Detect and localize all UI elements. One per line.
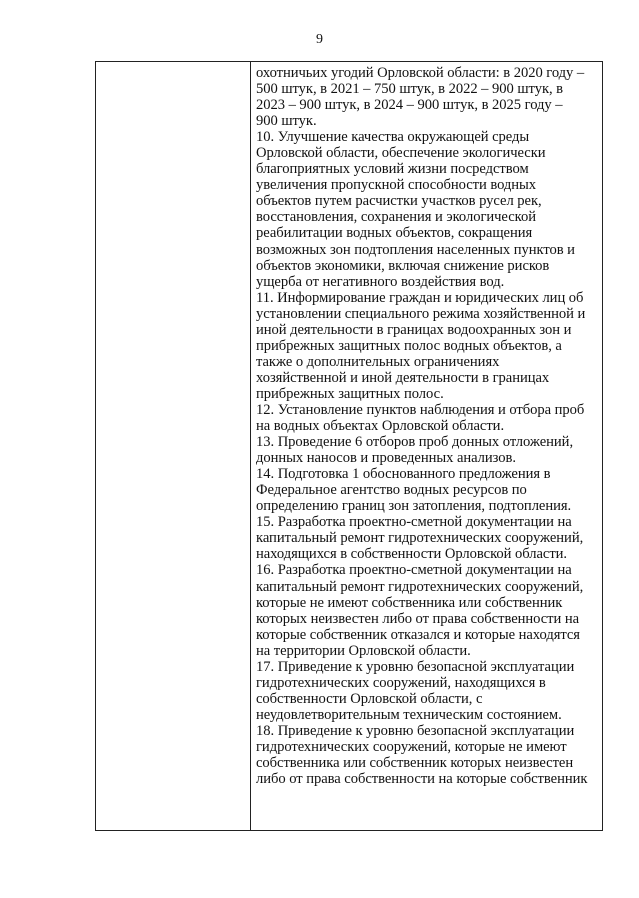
text-line: капитальный ремонт гидротехнических сооружений, — [256, 578, 584, 595]
text-line: 10. Улучшение качества окружающей среды — [256, 129, 530, 146]
text-line: прибрежных защитных полос водных объектов, а — [256, 337, 562, 354]
text-line: собственности Орловской области, с — [256, 690, 483, 707]
paragraph-item — [256, 402, 599, 434]
table-cell-left — [96, 62, 251, 831]
text-line: гидротехнических сооружений, которые не имеют — [256, 738, 567, 755]
paragraph-list — [251, 62, 602, 787]
paragraph-item — [256, 514, 599, 562]
text-line: 16. Разработка проектно-сметной документации на — [256, 562, 572, 579]
text-line: 500 штук, в 2021 – 750 штук, в 2022 – 900 штук, в — [256, 81, 564, 98]
paragraph-item — [256, 562, 599, 658]
text-line: охотничьих угодий Орловской области: в 2020 году – — [256, 65, 585, 81]
text-line: реабилитации водных объектов, сокращения — [256, 225, 533, 242]
text-line: неудовлетворительным техническим состоянием. — [256, 706, 562, 723]
text-line: которые не имеют собственника или собственник — [256, 594, 563, 611]
paragraph-item — [256, 434, 599, 466]
text-line: иной деятельности в границах водоохранных зон и — [256, 321, 572, 338]
text-line: Федеральное агентство водных ресурсов по — [256, 482, 527, 499]
table-cell-right — [251, 62, 603, 831]
text-line: на водных объектах Орловской области. — [256, 418, 505, 435]
text-line: которых неизвестен либо от права собственности на — [256, 610, 580, 627]
text-line: донных наносов и проведенных анализов. — [256, 450, 516, 467]
text-line: капитальный ремонт гидротехнических сооружений, — [256, 530, 584, 547]
text-line: благоприятных условий жизни посредством — [256, 161, 529, 178]
text-line: гидротехнических сооружений, находящихся в — [256, 674, 546, 691]
text-line: 18. Приведение к уровню безопасной эксплуатации — [256, 722, 575, 739]
text-line: объектов экономики, включая снижение рисков — [256, 257, 550, 274]
text-line: возможных зон подтопления населенных пунктов и — [256, 241, 575, 258]
text-line: хозяйственной и иной деятельности в границах — [256, 369, 550, 386]
paragraph-item — [256, 723, 599, 787]
content-table — [95, 61, 603, 831]
text-line: 14. Подготовка 1 обоснованного предложения в — [256, 466, 551, 483]
text-line: 2023 – 900 штук, в 2024 – 900 штук, в 2025 году – — [256, 97, 563, 114]
text-line: прибрежных защитных полос. — [256, 385, 444, 402]
text-line: 15. Разработка проектно-сметной документации на — [256, 514, 572, 531]
paragraph-item — [256, 659, 599, 723]
text-line: которые собственник отказался и которые находятся — [256, 626, 580, 643]
paragraph-item — [256, 65, 599, 129]
text-line: 11. Информирование граждан и юридических лиц об — [256, 289, 584, 306]
text-line: Орловской области, обеспечение экологически — [256, 145, 546, 162]
paragraph-item — [256, 466, 599, 514]
text-line: находящихся в собственности Орловской области. — [256, 546, 568, 563]
text-line: восстановления, сохранения и экологической — [256, 209, 536, 226]
text-line: 13. Проведение 6 отборов проб донных отложений, — [256, 434, 574, 451]
text-line: 17. Приведение к уровню безопасной эксплуатации — [256, 658, 575, 675]
text-line: 900 штук. — [256, 113, 317, 130]
text-line: ущерба от негативного воздействия вод. — [256, 273, 505, 290]
text-line: собственника или собственник которых неизвестен — [256, 755, 574, 772]
text-line: объектов путем расчистки участков русел рек, — [256, 193, 542, 210]
text-line: 12. Установление пунктов наблюдения и отбора проб — [256, 401, 585, 418]
paragraph-item — [256, 290, 599, 402]
text-line: также о дополнительных ограничениях — [256, 353, 500, 370]
text-line: определению границ зон затопления, подтопления. — [256, 498, 572, 515]
paragraph-item — [256, 129, 599, 289]
text-line: установлении специального режима хозяйственной и — [256, 305, 586, 322]
text-line: увеличения пропускной способности водных — [256, 177, 537, 194]
text-line: либо от права собственности на которые собственник — [256, 771, 588, 788]
table-row — [96, 62, 603, 831]
page-number: 9 — [316, 32, 323, 47]
text-line: на территории Орловской области. — [256, 642, 471, 659]
